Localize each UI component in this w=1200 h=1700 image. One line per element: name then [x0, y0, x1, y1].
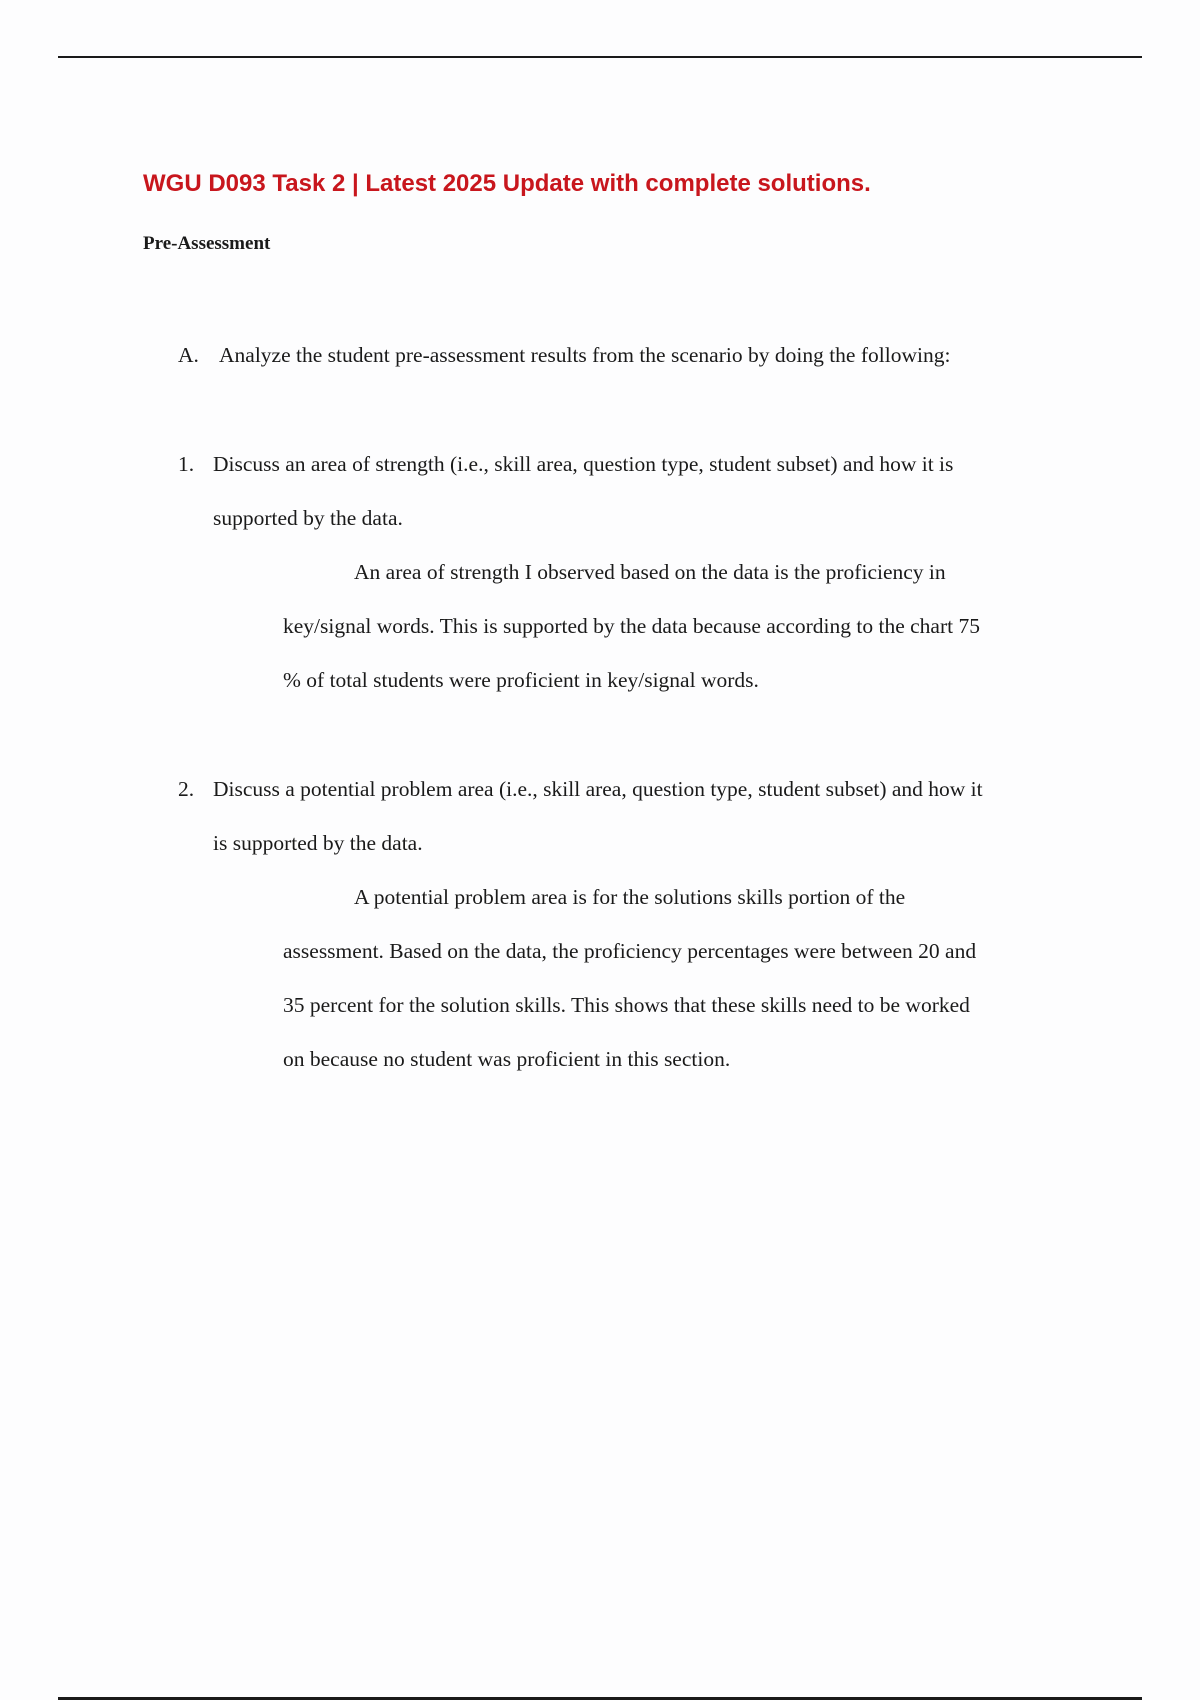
item-1-answer-line-1: An area of strength I observed based on the data is the proficiency in [354, 560, 946, 584]
item-2-answer-line-4: on because no student was proficient in this section. [283, 1047, 731, 1071]
top-rule [58, 56, 1142, 58]
item-1-marker: 1. [178, 452, 195, 476]
item-2-marker: 2. [178, 777, 195, 801]
item-2-answer-line-1: A potential problem area is for the solutions skills portion of the [354, 885, 906, 909]
item-2-prompt-line-1: Discuss a potential problem area (i.e., skill area, question type, student subset) and how it [213, 777, 983, 801]
section-heading: Pre-Assessment [143, 233, 271, 254]
part-a-marker: A. [178, 343, 199, 367]
item-1-answer-line-2: key/signal words. This is supported by the data because according to the chart 75 [283, 614, 980, 638]
item-1-prompt-line-2: supported by the data. [213, 506, 403, 530]
part-a-text: Analyze the student pre-assessment results from the scenario by doing the following: [219, 343, 951, 367]
item-1-answer-line-3: % of total students were proficient in key/signal words. [283, 668, 759, 692]
item-2-answer-line-3: 35 percent for the solution skills. This shows that these skills need to be worked [283, 993, 970, 1017]
item-2-answer-line-2: assessment. Based on the data, the proficiency percentages were between 20 and [283, 939, 977, 963]
item-1-prompt-line-1: Discuss an area of strength (i.e., skill area, question type, student subset) and how it is [213, 452, 954, 476]
document-title: WGU D093 Task 2 | Latest 2025 Update with complete solutions. [143, 170, 871, 197]
item-2-prompt-line-2: is supported by the data. [213, 831, 423, 855]
